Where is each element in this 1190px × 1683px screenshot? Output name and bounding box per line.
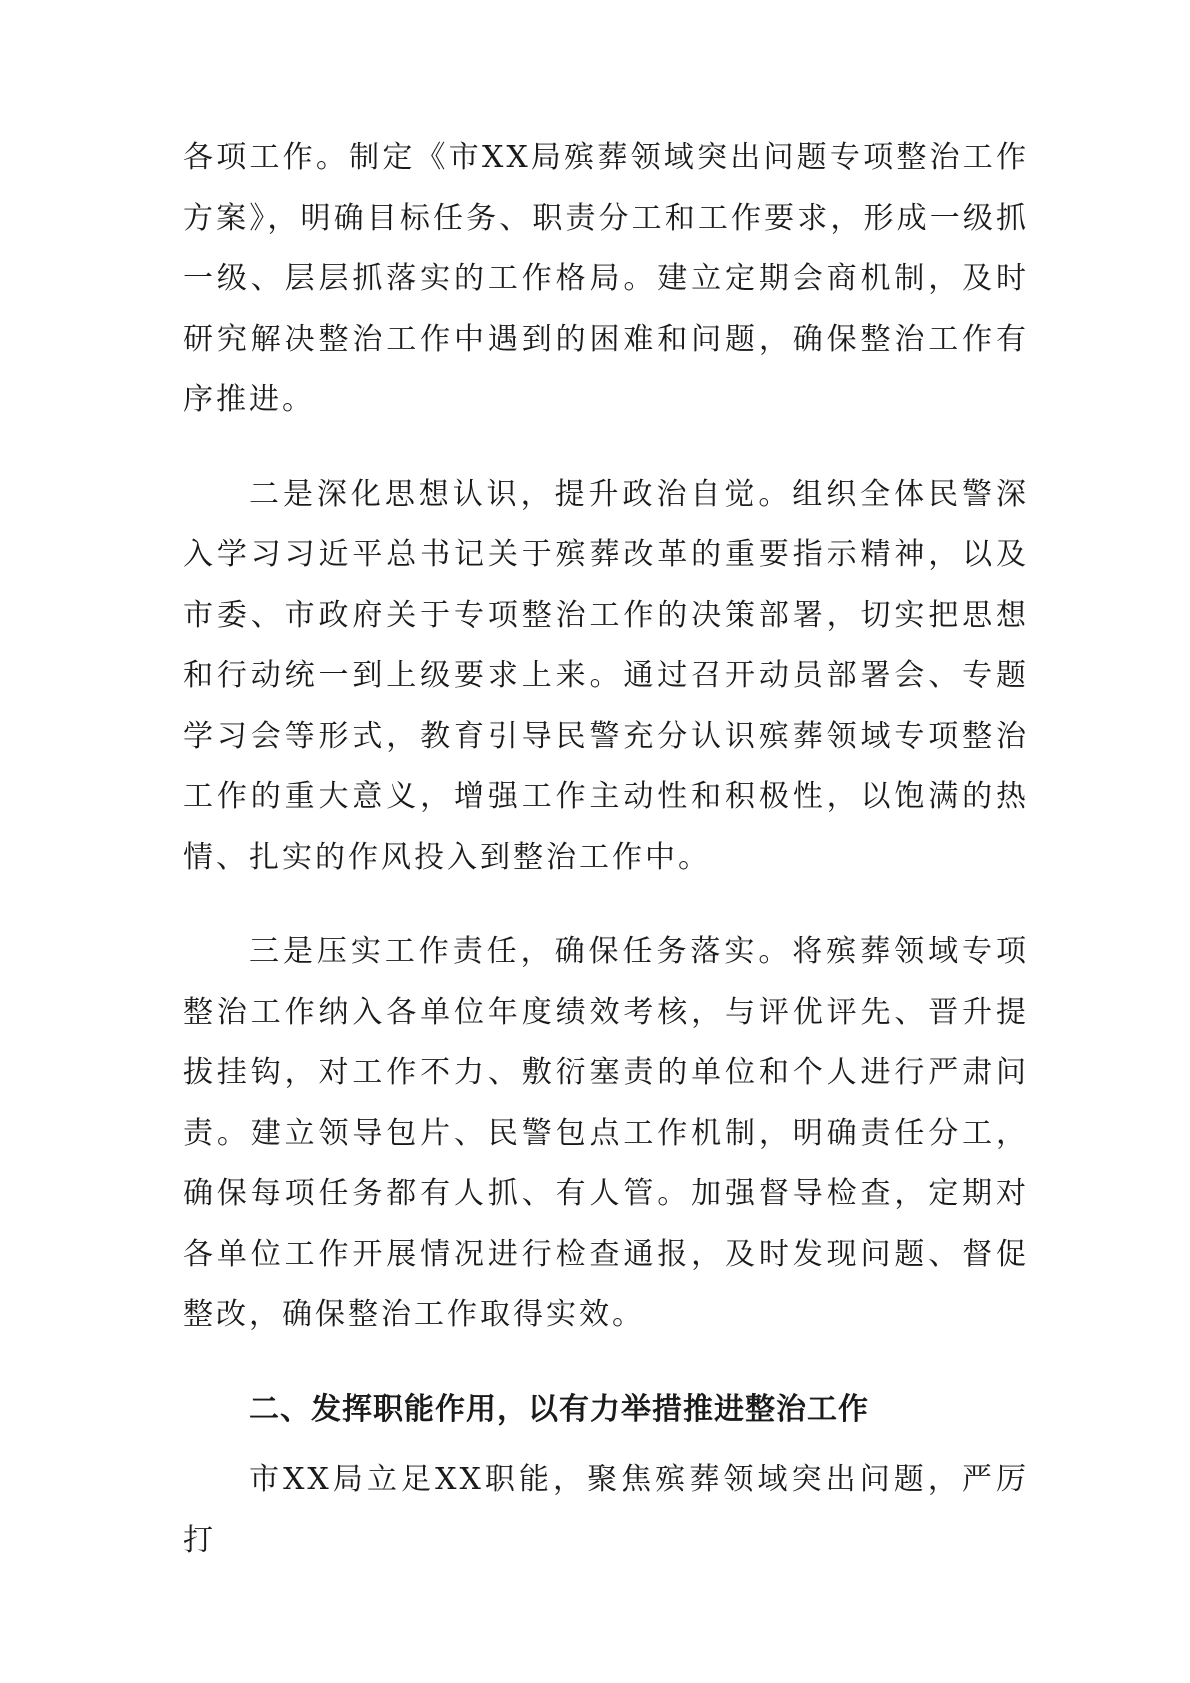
paragraph-continued-work-plan: 各项工作。制定《市XX局殡葬领域突出问题专项整治工作方案》，明确目标任务、职责分工和工作要求，形成一级抓一级、层层抓落实的工作格局。建立定期会商机制，及时研究解决整治工作中遇到的困难和问题，确保整治工作有序推进。 — [183, 140, 1029, 417]
paragraph-section-intro: 市XX局立足XX职能，聚焦殡葬领域突出问题，严厉打 — [183, 1462, 1029, 1558]
section-heading-functional-role: 二、发挥职能作用，以有力举措推进整治工作 — [249, 1391, 869, 1427]
paragraph-deepen-ideological-understanding: 二是深化思想认识，提升政治自觉。组织全体民警深入学习习近平总书记关于殡葬改革的重要指示精神，以及市委、市政府关于专项整治工作的决策部署，切实把思想和行动统一到上级要求上来。通过召开动员部署会、专题学习会等形式，教育引导民警充分认识殡葬领域专项整治工作的重大意义，增强工作主动性和积极性，以饱满的热情、扎实的作风投入到整治工作中。 — [183, 476, 1029, 875]
document-body — [183, 128, 1029, 1571]
paragraph-consolidate-responsibility: 三是压实工作责任，确保任务落实。将殡葬领域专项整治工作纳入各单位年度绩效考核，与评优评先、晋升提拔挂钩，对工作不力、敷衍塞责的单位和个人进行严肃问责。建立领导包片、民警包点工作机制，明确责任分工，确保每项任务都有人抓、有人管。加强督导检查，定期对各单位工作开展情况进行检查通报，及时发现问题、督促整改，确保整治工作取得实效。 — [183, 934, 1029, 1332]
